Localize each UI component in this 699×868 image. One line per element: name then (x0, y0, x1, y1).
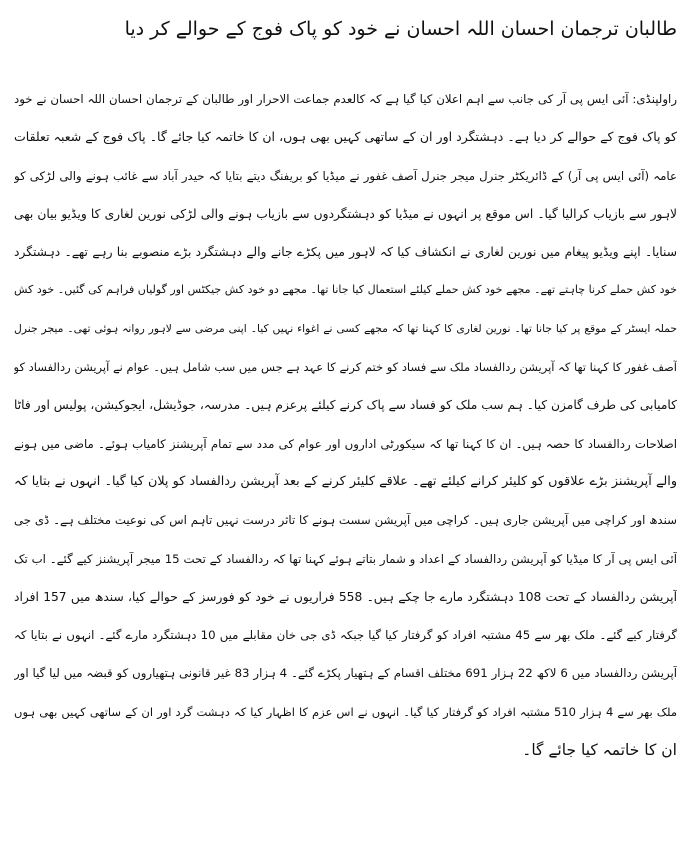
body-line: کو پاک فوج کے حوالے کر دیا ہے۔ دہشتگرد اور ان کے ساتھی کہیں بھی ہوں، ان کا خاتمہ کیا جائے گا۔ پاک فوج کے شعبہ تعلقات (14, 129, 677, 145)
article-body (14, 80, 677, 769)
body-line: عامہ (آئی ایس پی آر) کے ڈائریکٹر جنرل میجر جنرل آصف غفور نے میڈیا کو بریفنگ دیتے بتایا کہ حیدر آباد سے غائب ہونے والی لڑکی کو (14, 168, 677, 183)
body-line: حملہ ایسٹر کے موقع پر کیا جانا تھا۔ نورین لغاری کا کہنا تھا کہ مجھے کسی نے اغواء نہیں کیا۔ اپنی مرضی سے لاہور روانہ ہوئی تھی۔ میجر جنرل (14, 321, 677, 335)
body-line: کامیابی کی طرف گامزن کیا۔ ہم سب ملک کو فساد سے پاک کرنے کیلئے پرعزم ہیں۔ مدرسہ، جوڈیشل، ایجوکیشن، پولیس اور فاٹا (14, 398, 677, 413)
body-line: ملک بھر سے 4 ہزار 510 مشتبہ افراد کو گرفتار کیا گیا۔ انہوں نے اس عزم کا اظہار کیا کہ دہشت گرد اور ان کے ساتھی کہیں بھی ہوں (14, 704, 677, 719)
body-line: آصف غفور کا کہنا تھا کہ آپریشن ردالفساد ملک سے فساد کو ختم کرنے کا عہد ہے جس میں سب شامل ہیں۔ عوام نے آپریشن ردالفساد کو (14, 360, 677, 375)
body-line: آپریشن ردالفساد کے تحت 108 دہشتگرد مارے جا چکے ہیں۔ 558 فراریوں نے خود کو فورسز کے حوالے کیا، سندھ میں 157 افراد (14, 589, 677, 604)
body-line: گرفتار کیے گئے۔ ملک بھر سے 45 مشتبہ افراد کو گرفتار کیا گیا جبکہ ڈی جی خان مقابلے میں 10 دہشتگرد مارے گئے۔ انہوں نے بتایا کہ (14, 628, 677, 643)
body-line: لاہور سے بازیاب کرالیا گیا۔ اس موقع پر انہوں نے میڈیا کو دہشتگردوں سے بازیاب ہونے والی لڑکی نورین لغاری کا ویڈیو بیان بھی (14, 206, 677, 221)
body-line: سنایا۔ اپنے ویڈیو پیغام میں نورین لغاری نے انکشاف کیا کہ لاہور میں پکڑے جانے والے دہشتگرد بڑے منصوبے بنا رہے تھے۔ دہشتگرد (14, 245, 677, 260)
body-line: آپریشن ردالفساد میں 6 لاکھ 22 ہزار 691 مختلف اقسام کے ہتھیار پکڑے گئے۔ 4 ہزار 83 غیر قانونی ہتھیاروں کو قبضہ میں لیا گیا اور (14, 666, 677, 681)
body-line: خود کش حملے کرنا چاہتے تھے۔ مجھے خود کش حملے کیلئے استعمال کیا جانا تھا۔ مجھے دو خود کش جیکٹس اور گولیاں فراہم کی گئیں۔ خود کش (14, 283, 677, 297)
body-line: آئی ایس پی آر کا میڈیا کو آپریشن ردالفساد کے اعداد و شمار بتاتے ہوئے کہنا تھا کہ ردالفساد کے تحت 15 میجر آپریشنز کیے گئے۔ اب تک (14, 551, 677, 566)
body-line: راولپنڈی: آئی ایس پی آر کی جانب سے اہم اعلان کیا گیا ہے کہ کالعدم جماعت الاحرار اور طالبان کے ترجمان احسان اللہ احسان نے خود (14, 92, 677, 106)
body-line: سندھ اور کراچی میں آپریشن جاری ہیں۔ کراچی میں آپریشن سست ہونے کا تاثر درست نہیں تاہم اس کی نوعیت مختلف ہے۔ ڈی جی (14, 513, 677, 528)
body-line: اصلاحات ردالفساد کا حصہ ہیں۔ ان کا کہنا تھا کہ سیکورٹی اداروں اور عوام کی مدد سے تمام آپریشنز کامیاب ہوئے۔ ماضی میں ہونے (14, 436, 677, 451)
body-line: ان کا خاتمہ کیا جائے گا۔ (522, 741, 677, 760)
article-headline: طالبان ترجمان احسان اللہ احسان نے خود کو پاک فوج کے حوالے کر دیا (124, 18, 677, 40)
body-line: والے آپریشنز بڑے علاقوں کو کلیئر کرانے کیلئے تھے۔ علاقے کلیئر کرنے کے بعد آپریشن ردالفساد کو پلان کیا گیا۔ انہوں نے بتایا کہ (14, 473, 677, 489)
